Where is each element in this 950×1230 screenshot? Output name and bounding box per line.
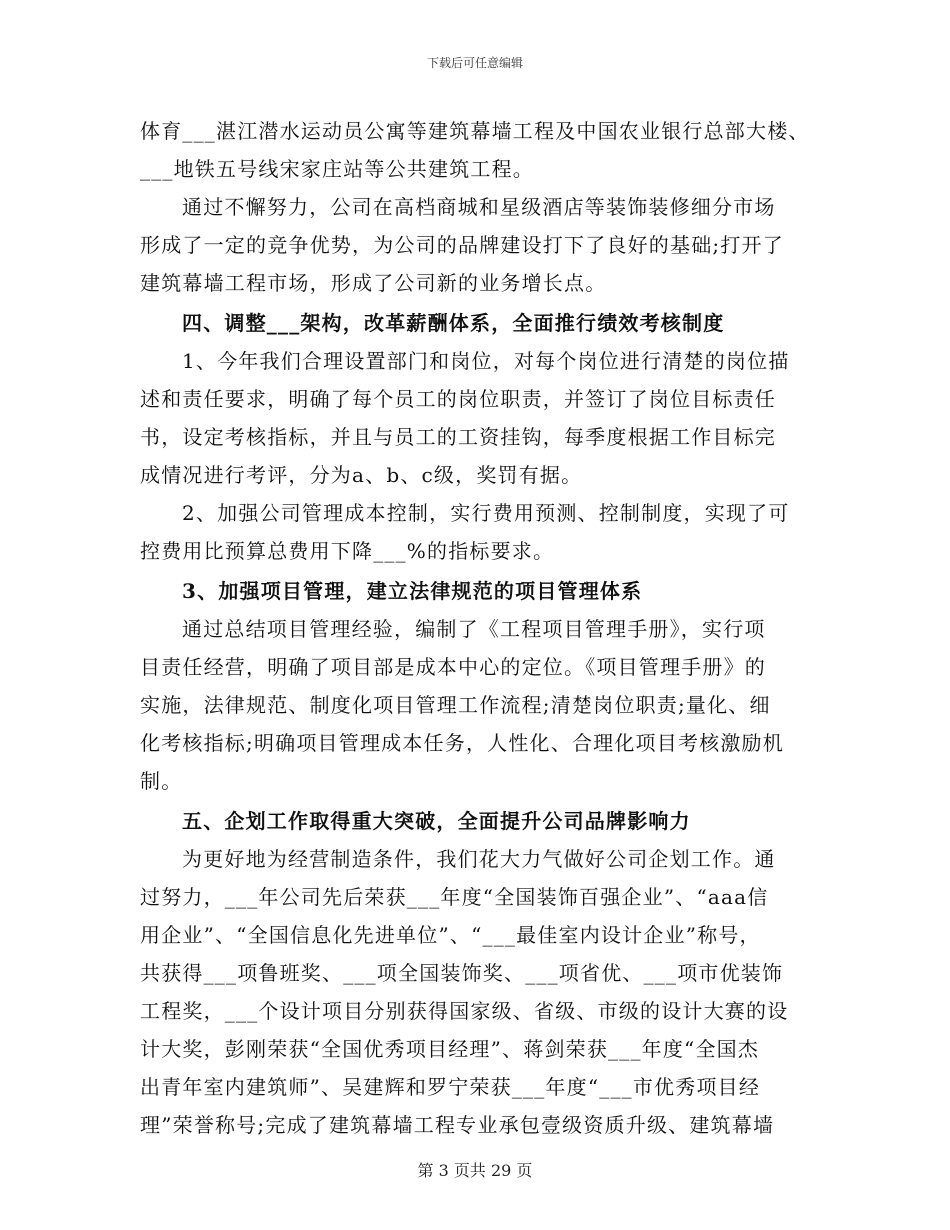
paragraph-line: 出青年室内建筑师”、吴建辉和罗宁荣获___年度“___市优秀项目经 [140,1075,761,1099]
paragraph-line: 工程奖，___个设计项目分别获得国家级、省级、市级的设计大赛的设 [140,999,789,1023]
document-body [140,112,812,1144]
paragraph-line: 书，设定考核指标，并且与员工的工资挂钩，每季度根据工作目标完 [140,425,776,449]
paragraph-line: 化考核指标;明确项目管理成本任务，人性化、合理化项目考核激励机 [140,731,784,755]
paragraph-line: 用企业”、“全国信息化先进单位”、“___最佳室内设计企业”称号， [140,923,761,947]
paragraph-line: 成情况进行考评，分为a、b、c级，奖罚有据。 [140,463,583,487]
page-footer: 第 3 页共 29 页 [417,1161,533,1180]
paragraph-line: ___地铁五号线宋家庄站等公共建筑工程。 [140,157,534,181]
paragraph-line: 制。 [140,769,183,793]
paragraph-line: 1、今年我们合理设置部门和岗位，对每个岗位进行清楚的岗位描 [182,349,790,373]
section-heading: 四、调整___架构，改革薪酬体系，全面推行绩效考核制度 [182,311,725,335]
paragraph-line: 共获得___项鲁班奖、___项全国装饰奖、___项省优、___项市优装饰 [140,961,784,985]
paragraph-line: 建筑幕墙工程市场，形成了公司新的业务增长点。 [140,271,607,295]
paragraph-line: 过努力，___年公司先后荣获___年度“全国装饰百强企业”、“aaa信 [140,885,769,909]
paragraph-line: 实施，法律规范、制度化项目管理工作流程;清楚岗位职责;量化、细 [140,693,771,717]
paragraph-line: 形成了一定的竞争优势，为公司的品牌建设打下了良好的基础;打开了 [140,233,784,257]
paragraph-line: 体育___湛江潜水运动员公寓等建筑幕墙工程及中国农业银行总部大楼、 [140,119,810,143]
paragraph-line: 2、加强公司管理成本控制，实行费用预测、控制制度，实现了可 [182,501,790,525]
paragraph-line: 计大奖，彭刚荣获“全国优秀项目经理”、蒋剑荣获___年度“全国杰 [140,1037,760,1061]
paragraph-line: 通过总结项目管理经验，编制了《工程项目管理手册》，实行项 [182,617,766,641]
paragraph-line: 通过不懈努力，公司在高档商城和星级酒店等装饰装修细分市场 [182,195,776,219]
paragraph-line: 述和责任要求，明确了每个员工的岗位职责，并签订了岗位目标责任 [140,387,776,411]
paragraph-line: 理”荣誉称号;完成了建筑幕墙工程专业承包壹级资质升级、建筑幕墙 [140,1113,775,1137]
paragraph-line: 目责任经营，明确了项目部是成本中心的定位。《项目管理手册》的 [140,655,766,679]
paragraph-line: 为更好地为经营制造条件，我们花大力气做好公司企划工作。通 [182,847,776,871]
section-heading: 3、加强项目管理，建立法律规范的项目管理体系 [182,579,643,603]
paragraph-line: 控费用比预算总费用下降___%的指标要求。 [140,539,555,563]
section-heading: 五、企划工作取得重大突破，全面提升公司品牌影响力 [182,809,691,833]
page-header: 下载后可任意编辑 [426,56,523,70]
